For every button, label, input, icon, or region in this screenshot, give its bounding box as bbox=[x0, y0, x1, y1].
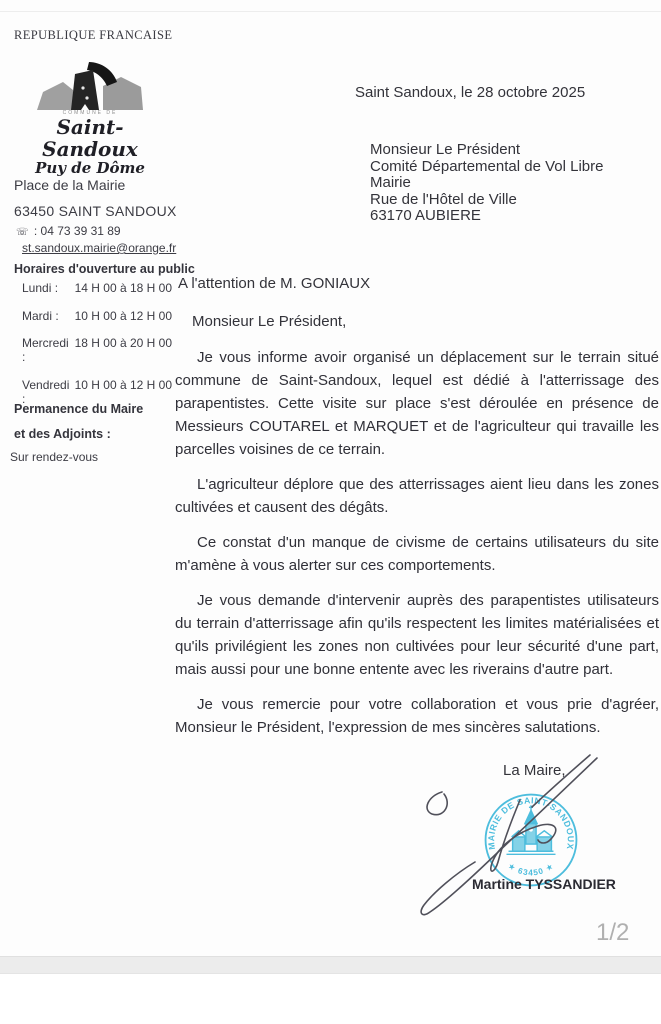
hours-time: 10 H 00 à 12 H 00 bbox=[74, 308, 172, 323]
hours-row bbox=[22, 309, 172, 323]
opening-hours-table bbox=[22, 281, 172, 419]
hours-row bbox=[22, 336, 172, 364]
commune-name: Saint-Sandoux bbox=[42, 115, 138, 161]
attention-line: A l'attention de M. GONIAUX bbox=[178, 275, 371, 292]
hours-day: Vendredi : bbox=[22, 377, 70, 406]
sender-phone bbox=[16, 224, 121, 238]
salutation-line: Monsieur Le Président, bbox=[192, 313, 347, 330]
recipient-line: Rue de l'Hôtel de Ville bbox=[370, 190, 517, 208]
phone-icon: ☏ bbox=[16, 227, 29, 238]
closing-role: La Maire, bbox=[503, 762, 566, 779]
letter-dateline: Saint Sandoux, le 28 octobre 2025 bbox=[355, 84, 586, 101]
letter-paragraph: Je vous remercie pour votre collaboration et vous prie d'agréer, Monsieur le Président, l'expression de mes sincères salutations. bbox=[175, 696, 659, 736]
mayor-office-hours-note: Sur rendez-vous bbox=[10, 450, 99, 464]
hours-day: Lundi : bbox=[22, 281, 59, 295]
letter-paragraph: Je vous informe avoir organisé un déplacement sur le terrain situé commune de Saint-Sandoux, lequel est dédié à l'atterrissage des parapentistes. Cette visite sur place s'est déroulée en présence de Messieurs COUTAREL et MARQUET et de l'agriculteur qui travaille les parcelles voisines de ce terrain. bbox=[175, 349, 659, 458]
mayor-office-hours-line1: Permanence du Maire bbox=[14, 402, 144, 416]
page-number-indicator: 1/2 bbox=[596, 919, 630, 946]
recipient-line: 63170 AUBIERE bbox=[370, 207, 481, 224]
hours-day: Mardi : bbox=[22, 308, 59, 323]
hours-day: Mercredi : bbox=[22, 336, 69, 364]
letter-paragraph: Ce constat d'un manque de civisme de certains utilisateurs du site m'amène à vous alerter sur ces comportements. bbox=[175, 534, 659, 574]
handwritten-signature bbox=[400, 752, 620, 927]
hours-time: 18 H 00 à 20 H 00 bbox=[74, 336, 172, 350]
commune-label: COMMUNE DE bbox=[62, 110, 118, 116]
phone-number: : 04 73 39 31 89 bbox=[33, 224, 121, 238]
commune-logo bbox=[22, 60, 158, 177]
signer-name: Martine TYSSANDIER bbox=[472, 876, 616, 892]
sender-address-line1: Place de la Mairie bbox=[14, 177, 126, 193]
stamp-ring-text: MAIRIE DE SAINT-SANDOUX bbox=[486, 795, 576, 851]
recipient-address-block bbox=[370, 142, 603, 225]
page-top-edge bbox=[0, 11, 661, 12]
sender-email-link[interactable]: st.sandoux.mairie@orange.fr bbox=[22, 241, 177, 255]
recipient-line: Monsieur Le Président bbox=[370, 141, 521, 158]
commune-logo-art-icon bbox=[33, 60, 148, 116]
page-separator bbox=[0, 956, 661, 974]
hours-row bbox=[22, 281, 172, 295]
republic-heading: REPUBLIQUE FRANCAISE bbox=[14, 28, 173, 42]
opening-hours-title: Horaires d'ouverture au public bbox=[14, 262, 195, 276]
sender-address-line2: 63450 SAINT SANDOUX bbox=[14, 203, 177, 219]
recipient-line: Mairie bbox=[370, 174, 411, 191]
hours-time: 10 H 00 à 12 H 00 bbox=[74, 377, 172, 392]
mayor-office-hours-line2: et des Adjoints : bbox=[14, 427, 111, 441]
stamp-bottom-text: ★ 63450 ★ bbox=[506, 861, 556, 878]
letter-paragraph: L'agriculteur déplore que des atterrissages aient lieu dans les zones cultivées et causent des dégâts. bbox=[175, 476, 659, 516]
hours-time: 14 H 00 à 18 H 00 bbox=[74, 281, 172, 295]
recipient-line: Comité Départemental de Vol Libre bbox=[370, 157, 604, 175]
letter-paragraph: Je vous demande d'intervenir auprès des parapentistes utilisateurs du terrain d'atterrissage afin qu'ils respectent les limites matérialisées et qu'ils privilégient les zones non cultivées pour leur sécurité d'une part, mais aussi pour une bonne entente avec les riverains d'autre part. bbox=[175, 592, 659, 678]
commune-department: Puy de Dôme bbox=[35, 159, 145, 177]
letter-paragraphs bbox=[175, 346, 659, 751]
